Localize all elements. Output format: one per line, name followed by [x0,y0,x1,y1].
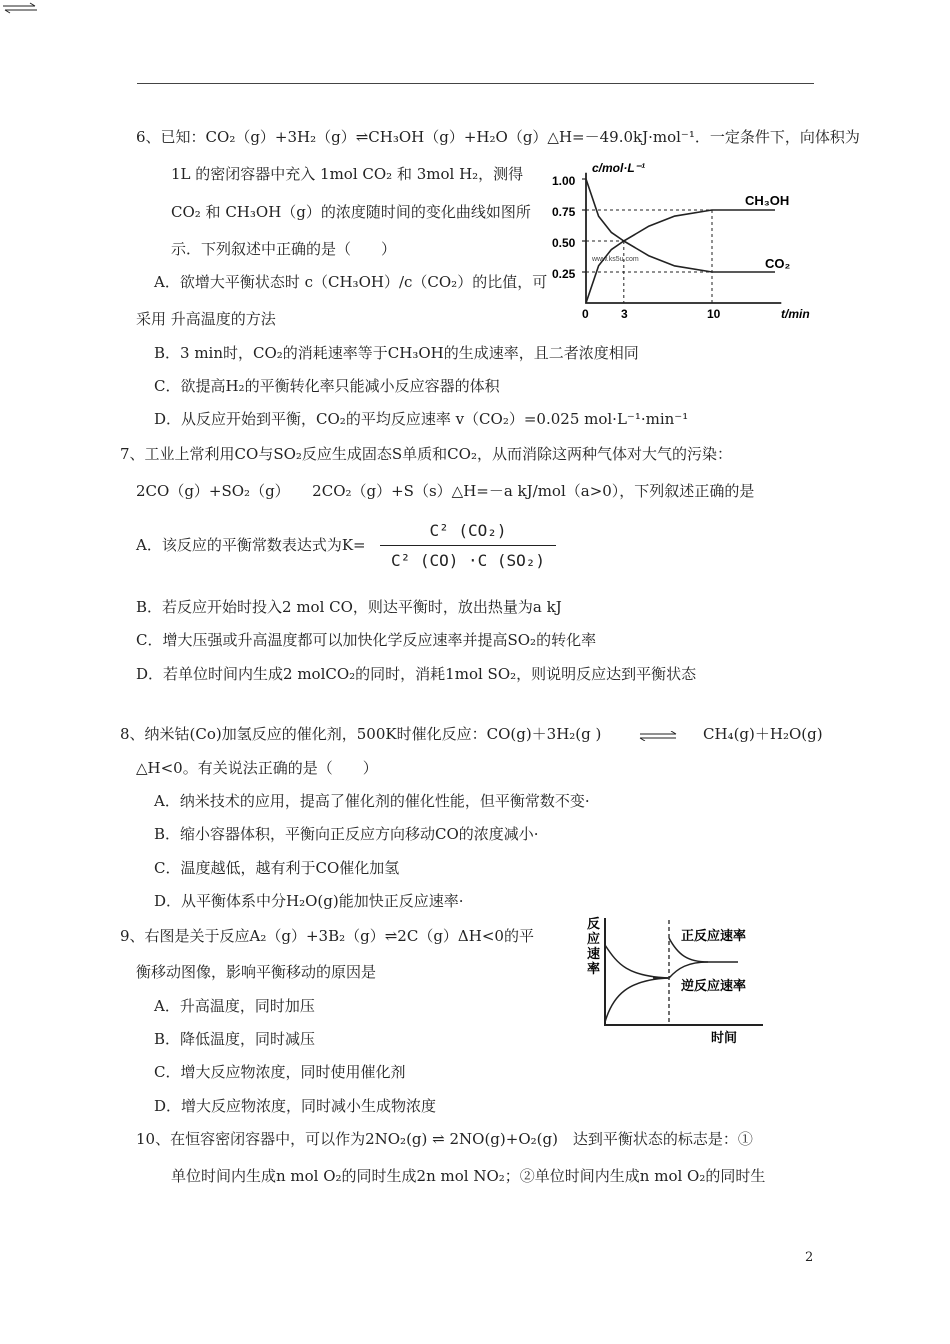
q6-tick-y-075: 0.75 [552,205,576,219]
q10-stem-line1: 10、在恒容密闭容器中，可以作为2NO₂(g) ⇌ 2NO(g)+O₂(g) 达到平衡状态的标志是：① [136,1130,753,1148]
q9-option-b: B．降低温度，同时减压 [154,1030,316,1048]
q6-tick-x-3: 3 [621,307,628,321]
q9-x-axis-label: 时间 [711,1030,738,1045]
q9-option-a: A．升高温度，同时加压 [154,997,315,1015]
q8-option-d: D．从平衡体系中分H₂O(g)能加快正反应速率· [154,892,464,910]
q9-reverse-rate-curve-after [669,962,708,978]
q7-fraction-numerator: C² (CO₂) [429,521,507,540]
q6-tick-y-025: 0.25 [552,267,576,281]
q7-option-a: A．该反应的平衡常数表达式为K= [136,536,366,554]
q9-reverse-rate-curve-initial [605,978,668,1022]
q8-equilibrium-arrow [638,731,678,741]
q6-x-axis-label: t/min [781,307,810,321]
q6-stem-line4: 示．下列叙述中正确的是（ ） [171,240,397,258]
q6-option-a-line1: A．欲增大平衡状态时 c（CH₃OH）/c（CO₂）的比值，可 [154,273,548,291]
q7-fraction-denominator: C² (CO) ·C (SO₂) [390,551,546,570]
q6-option-b: B．3 min时，CO₂的消耗速率等于CH₃OH的生成速率，且二者浓度相同 [154,344,639,362]
q6-tick-y-05: 0.50 [552,236,576,250]
q9-option-d: D．增大反应物浓度，同时减小生成物浓度 [154,1097,437,1115]
q7-option-b: B．若反应开始时投入2 mol CO，则达平衡时，放出热量为a kJ [136,598,562,616]
page-number: 2 [805,1250,814,1265]
q6-option-d: D．从反应开始到平衡，CO₂的平均反应速率 v（CO₂）=0.025 mol·L⁻¹·min⁻¹ [154,410,689,428]
q6-y-axis-label: c/mol·L⁻¹ [592,161,645,175]
q9-rate-time-chart [583,910,788,1050]
q8-stem-line1: 8、纳米钴(Co)加氢反应的催化剂，500K时催化反应：CO(g)＋3H₂(g ) [120,725,602,743]
q9-reverse-rate-label: 逆反应速率 [681,978,747,993]
q7-equilibrium-constant-fraction [380,517,556,574]
q6-series-label-co2: CO₂ [765,256,791,271]
q8-stem-line2: △H<0。有关说法正确的是（ ） [136,759,378,777]
q9-stem-line2: 衡移动图像，影响平衡移动的原因是 [136,963,377,981]
q7-stem-line1: 7、工业上常利用CO与SO₂反应生成固态S单质和CO₂，从而消除这两种气体对大气的污染： [120,445,732,463]
q6-option-c: C．欲提高H₂的平衡转化率只能减小反应容器的体积 [154,377,500,395]
q6-watermark: www.ks5u.com [592,256,639,263]
q6-tick-x-0: 0 [582,307,589,321]
q6-stem-line2: 1L 的密闭容器中充入 1mol CO₂ 和 3mol H₂，测得 [171,165,524,183]
q6-concentration-chart [548,158,823,328]
q9-option-c: C．增大反应物浓度，同时使用催化剂 [154,1063,406,1081]
q7-stem-line2: 2CO（g）+SO₂（g） 2CO₂（g）+S（s）△H=－a kJ/mol（a>0），下列叙述正确的是 [136,482,755,500]
q10-stem-line2: 单位时间内生成n mol O₂的同时生成2n mol NO₂；②单位时间内生成n mol O₂的同时生 [171,1167,766,1185]
q6-tick-x-10: 10 [707,307,721,321]
q6-tick-y-1: 1.00 [552,174,576,188]
q8-option-b: B．缩小容器体积，平衡向正反应方向移动CO的浓度减小· [154,825,539,843]
q7-option-c: C．增大压强或升高温度都可以加快化学反应速率并提高SO₂的转化率 [136,631,597,649]
q6-option-a-line2: 采用 升高温度的方法 [136,310,276,328]
q7-option-d: D．若单位时间内生成2 molCO₂的同时，消耗1mol SO₂，则说明反应达到平衡状态 [136,665,697,683]
q6-series-label-ch3oh: CH₃OH [745,193,790,208]
q9-y-label-1: 反 [587,916,601,931]
q9-stem-line1: 9、右图是关于反应A₂（g）+3B₂（g）⇌2C（g）ΔH<0的平 [120,927,534,945]
corner-equilibrium-glyph [2,0,38,18]
q6-stem-line1: 6、已知：CO₂（g）+3H₂（g）⇌CH₃OH（g）+H₂O（g）△H=－49.0kJ·mol⁻¹．一定条件下，向体积为 [136,128,860,146]
q8-stem-line1-products: CH₄(g)＋H₂O(g) [703,725,823,743]
q9-y-label-2: 应 [587,931,601,946]
q9-forward-rate-label: 正反应速率 [681,928,747,943]
q8-option-a: A．纳米技术的应用，提高了催化剂的催化性能，但平衡常数不变· [154,792,590,810]
header-rule [137,83,814,84]
q8-option-c: C．温度越低，越有利于CO催化加氢 [154,859,400,877]
q9-forward-rate-curve-initial [605,945,668,978]
q9-y-label-4: 率 [587,961,601,976]
q9-y-label-3: 速 [587,946,601,961]
q6-stem-line3: CO₂ 和 CH₃OH（g）的浓度随时间的变化曲线如图所 [171,203,531,221]
